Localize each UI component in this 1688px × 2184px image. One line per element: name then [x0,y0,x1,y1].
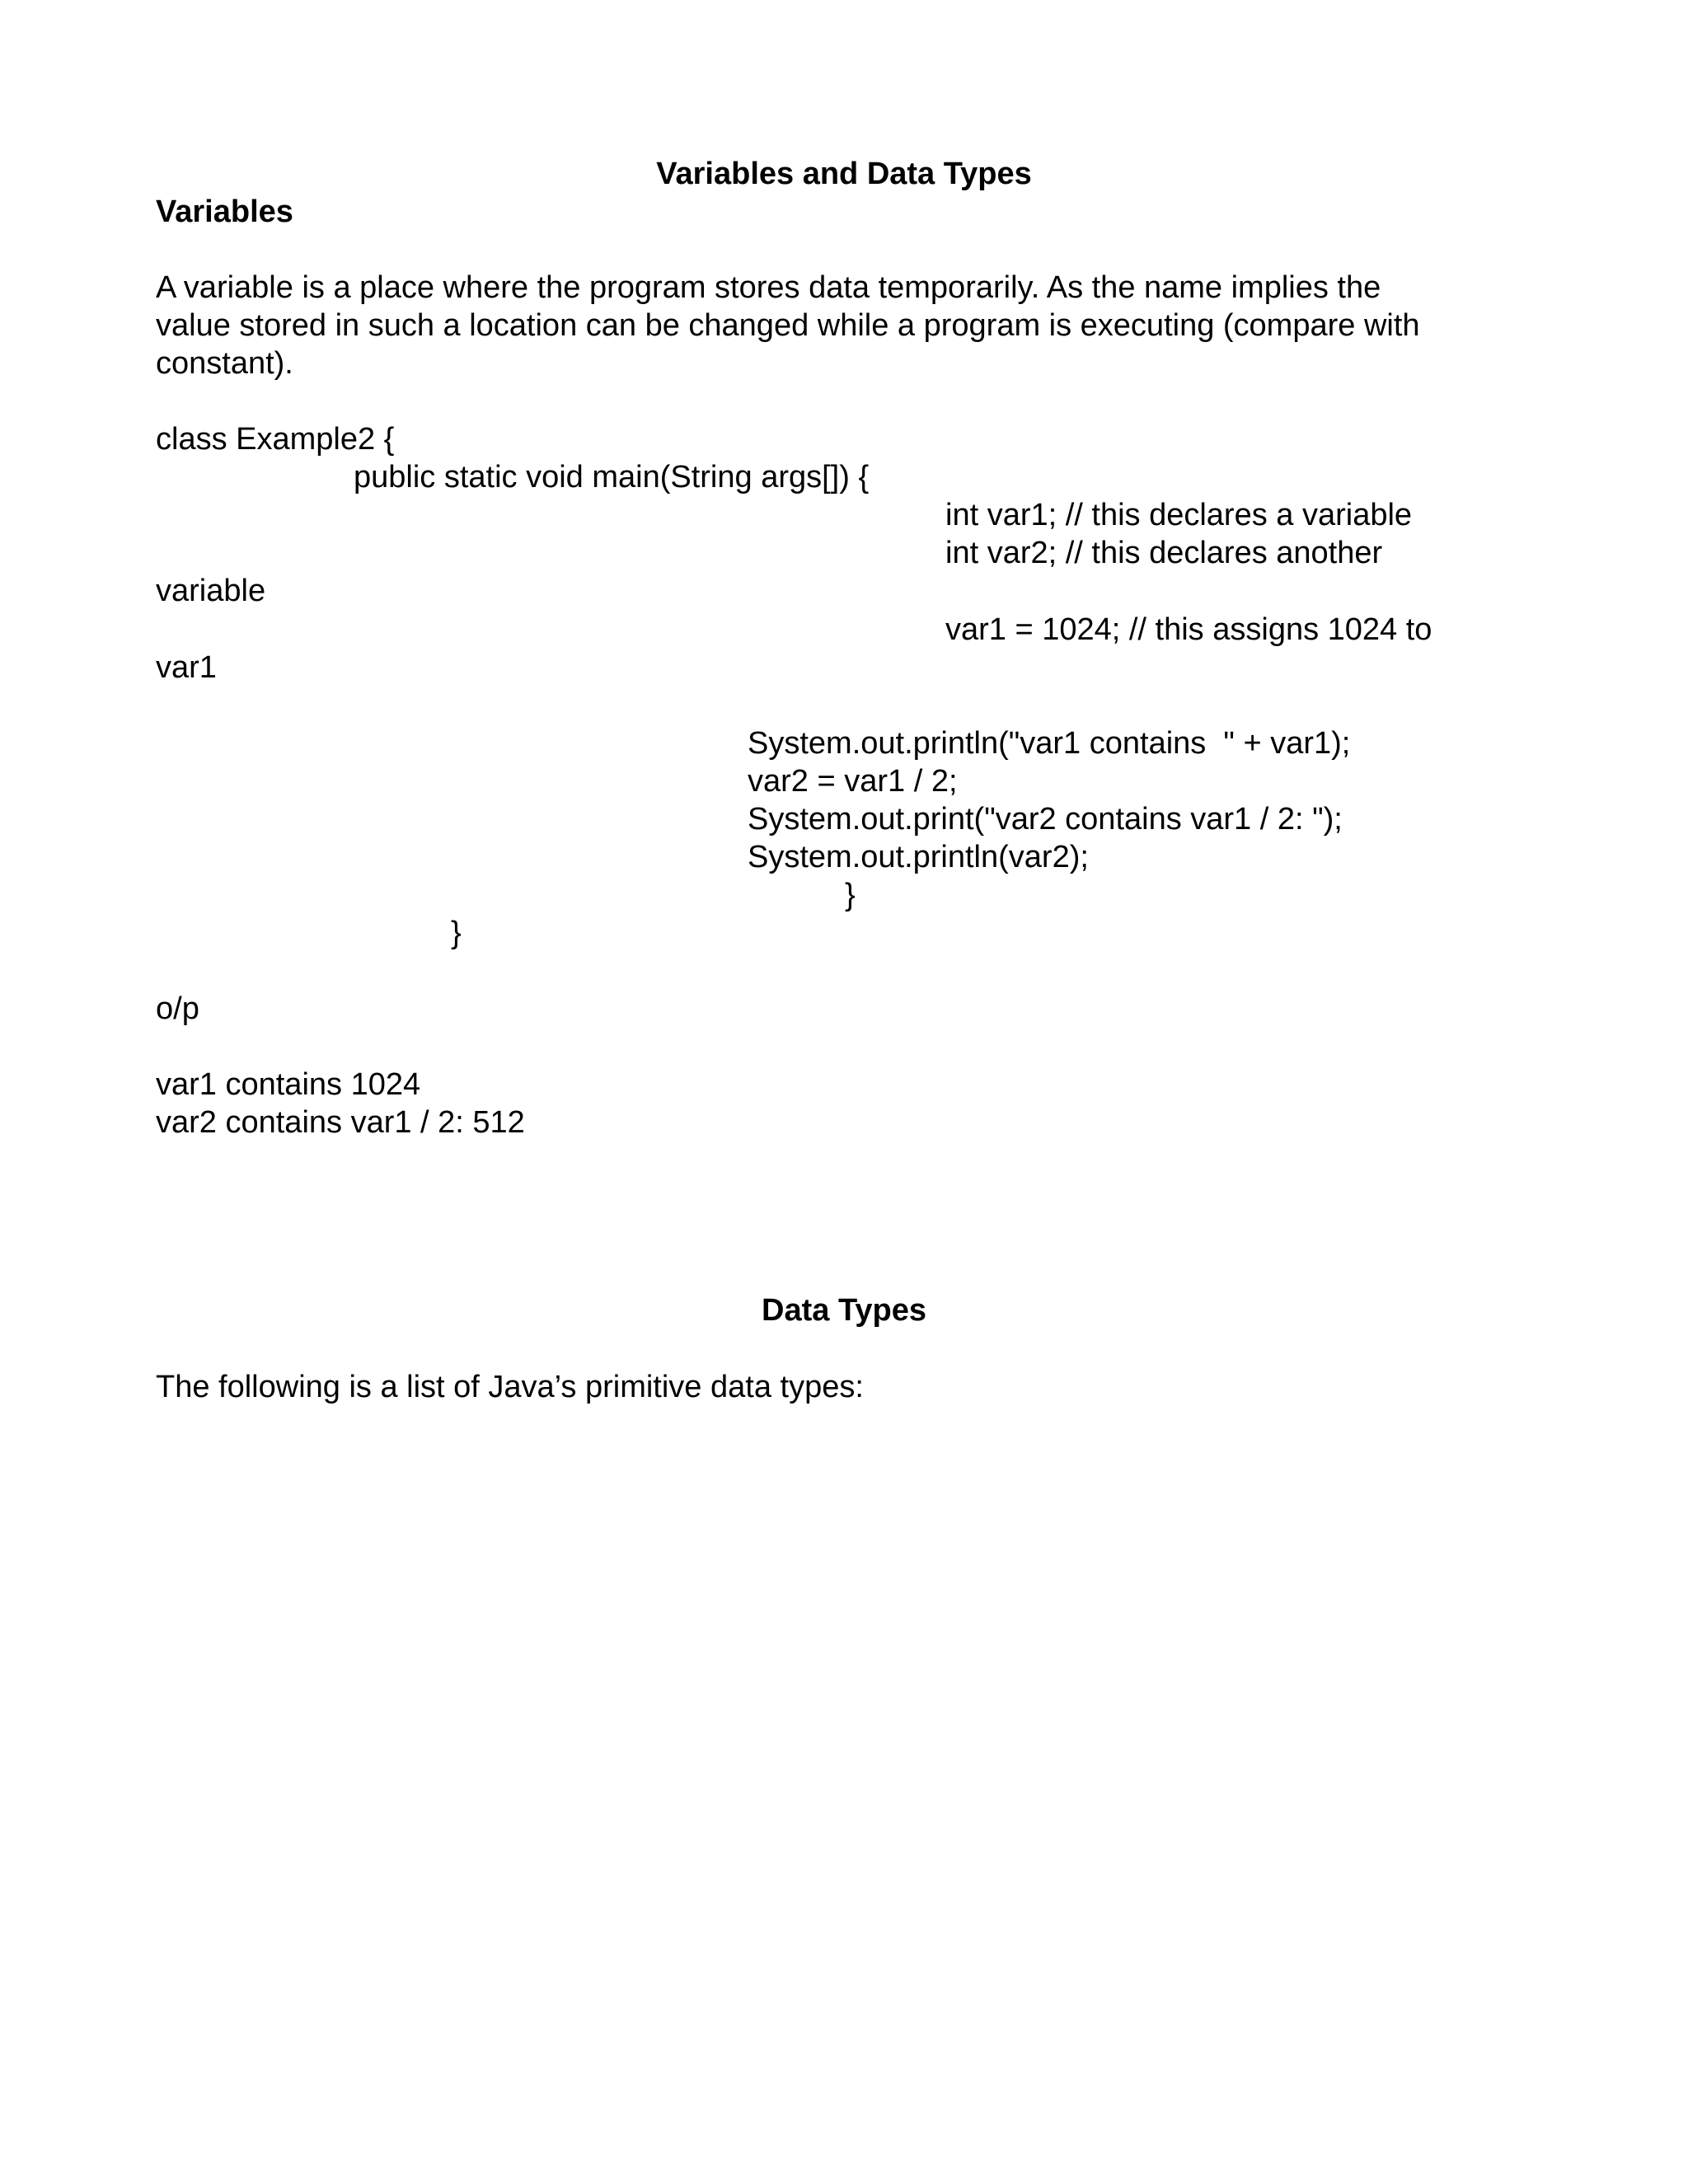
code-line: System.out.println("var1 contains " + var1); [748,726,1351,761]
paragraph-line: constant). [156,346,293,381]
code-line: variable [156,574,266,608]
code-line: int var2; // this declares another [945,536,1383,570]
code-line: } [845,878,856,912]
paragraph-line: The following is a list of Java’s primitive data types: [156,1370,864,1404]
code-line: System.out.print("var2 contains var1 / 2: "); [748,802,1343,837]
output-line: var2 contains var1 / 2: 512 [156,1105,525,1140]
section-heading-data-types: Data Types [762,1293,926,1328]
code-line: var1 [156,650,217,685]
document-title: Variables and Data Types [656,157,1032,191]
code-line: int var1; // this declares a variable [945,498,1413,532]
code-line: var2 = var1 / 2; [748,764,958,799]
code-line: } [451,916,462,950]
code-line: System.out.println(var2); [748,840,1089,874]
code-line: class Example2 { [156,422,395,457]
code-line: var1 = 1024; // this assigns 1024 to [945,612,1432,647]
paragraph-line: A variable is a place where the program stores data temporarily. As the name implies the [156,270,1381,305]
output-label: o/p [156,991,199,1026]
section-heading-variables: Variables [156,194,293,229]
code-line: public static void main(String args[]) { [354,460,870,494]
paragraph-line: value stored in such a location can be changed while a program is executing (compare with [156,308,1420,343]
output-line: var1 contains 1024 [156,1067,421,1102]
